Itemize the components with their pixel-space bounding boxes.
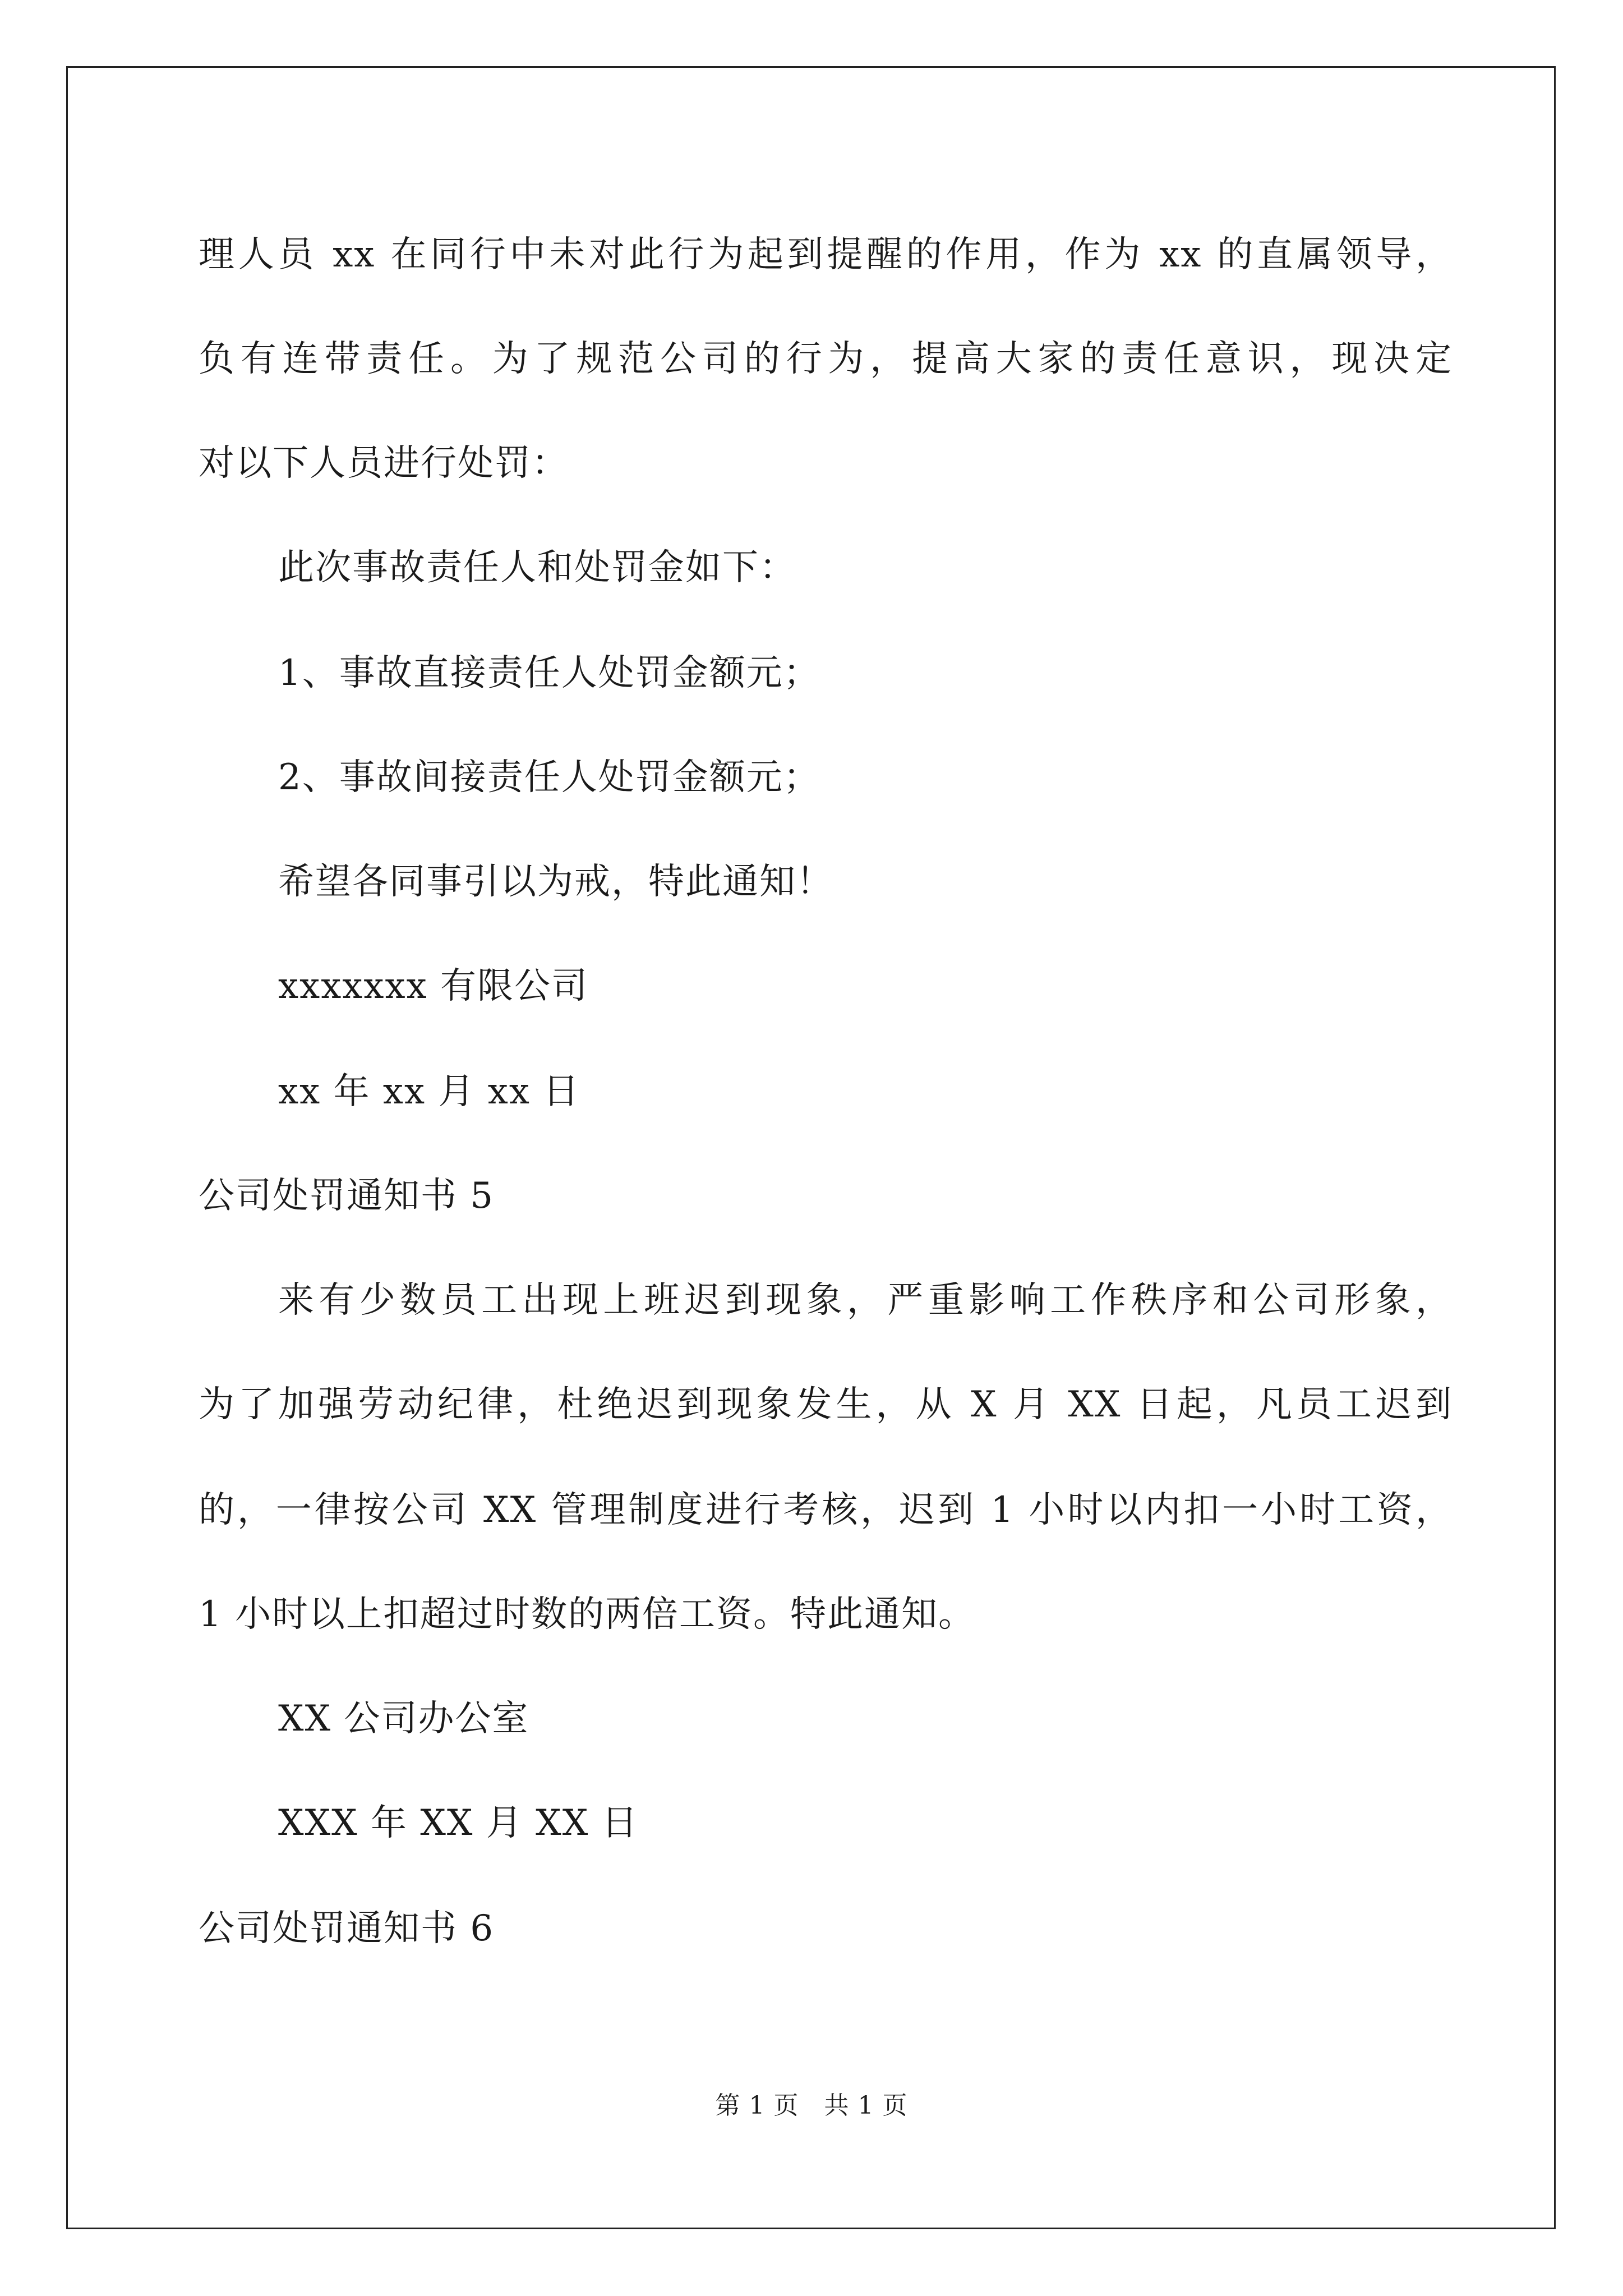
signature-company: xxxxxxx 有限公司 [278,965,588,1007]
body-text-line: 理人员 xx 在同行中未对此行为起到提醒的作用，作为 xx 的直属领导， [199,234,1453,275]
section-heading: 公司处罚通知书 6 [199,1908,495,1949]
body-text-line: 此次事故责任人和处罚金如下： [278,547,796,588]
signature-date: xx 年 xx 月 xx 日 [278,1071,580,1112]
body-text-line: 希望各同事引以为戒，特此通知！ [278,861,833,903]
body-text-line: 负有连带责任。为了规范公司的行为，提高大家的责任意识，现决定 [199,338,1453,380]
body-text-line: 的，一律按公司 XX 管理制度进行考核，迟到 1 小时以内扣一小时工资， [199,1489,1453,1531]
signature-date: XXX 年 XX 月 XX 日 [278,1802,639,1844]
body-text-line: 对以下人员进行处罚： [199,443,569,484]
page-footer: 第 1 页 共 1 页 [715,2091,908,2120]
list-item: 2、事故间接责任人处罚金额元； [278,757,820,798]
signature-office: XX 公司办公室 [278,1698,529,1740]
page-border [66,66,1556,2229]
section-heading: 公司处罚通知书 5 [199,1175,495,1217]
body-text-line: 1 小时以上扣超过时数的两倍工资。特此通知。 [199,1594,976,1635]
body-text-line: 来有少数员工出现上班迟到现象，严重影响工作秩序和公司形象， [278,1280,1453,1321]
body-text-line: 为了加强劳动纪律，杜绝迟到现象发生，从 X 月 XX 日起，凡员工迟到 [199,1384,1453,1425]
list-item: 1、事故直接责任人处罚金额元； [278,652,820,694]
